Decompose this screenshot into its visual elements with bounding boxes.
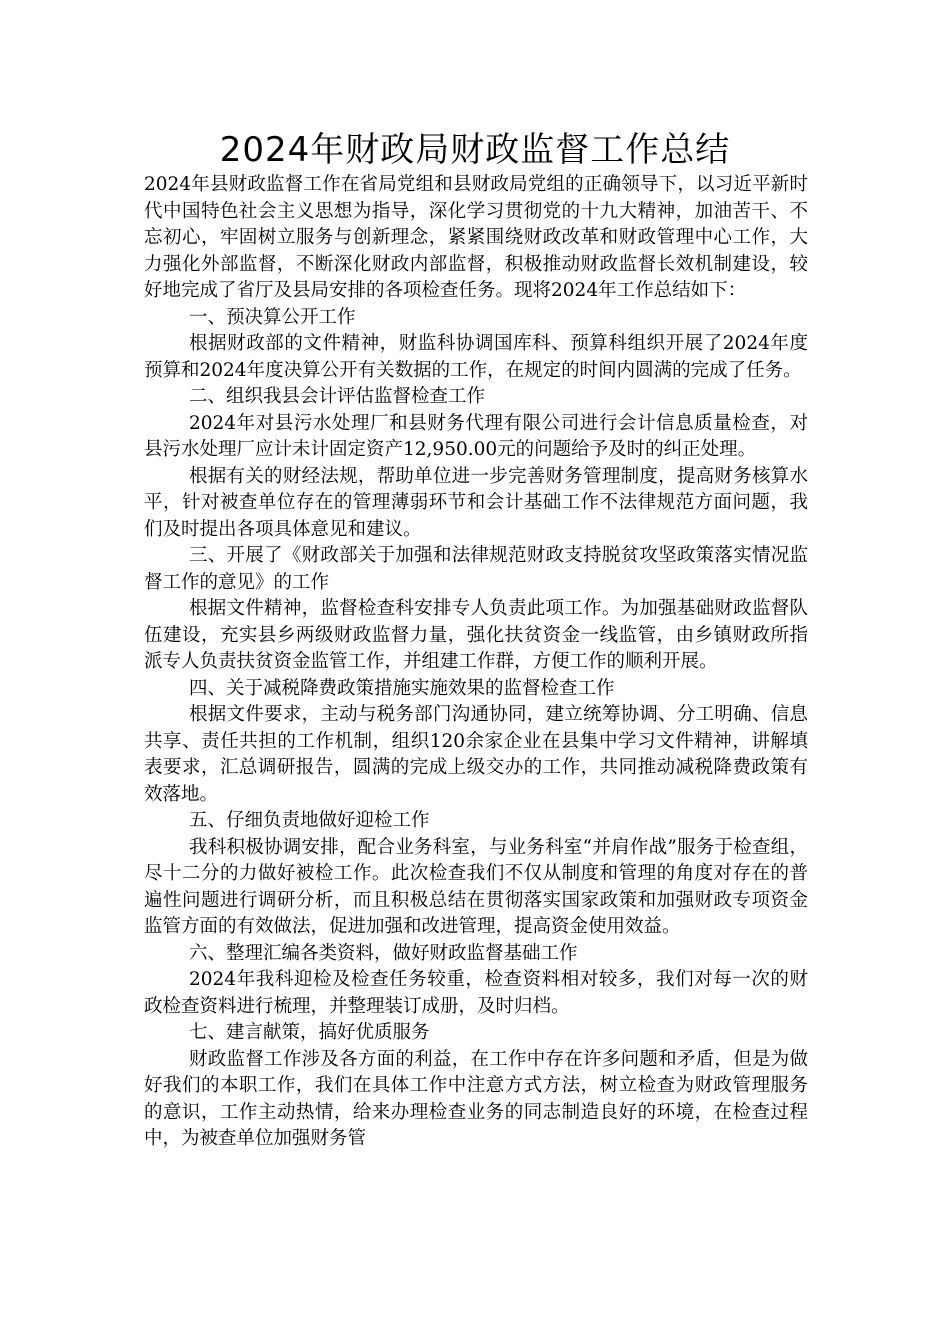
section-heading-1: 一、预决算公开工作 xyxy=(189,306,356,328)
section-heading-2: 二、组织我县会计评估监督检查工作 xyxy=(189,386,486,407)
paragraph: 根据文件要求，主动与税务部门沟通协同，建立统筹协调、分工明确、信息共享、责任共担的工作机制，组织120余家企业在县集中学习文件精神，讲解填表要求，汇总调研报告，圆满的完成上级交办的工作，共同推动减税降费政策有效落地。 xyxy=(144,704,808,805)
section-heading-4: 四、关于减税降费政策措施实施效果的监督检查工作 xyxy=(189,677,615,699)
section-heading-5: 五、仔细负责地做好迎检工作 xyxy=(189,810,430,831)
paragraph: 根据财政部的文件精神，财监科协调国库科、预算科组织开展了2024年度预算和2024年度决算公开有关数据的工作，在规定的时间内圆满的完成了任务。 xyxy=(144,333,808,381)
paragraph: 财政监督工作涉及各方面的利益，在工作中存在许多问题和矛盾，但是为做好我们的本职工作，我们在具体工作中注意方式方法，树立检查为财政管理服务的意识，工作主动热情，给来办理检查业务的同志制造良好的环境，在检查过程中，为被查单位加强财务管 xyxy=(144,1048,808,1149)
section-heading-6: 六、整理汇编各类资料，做好财政监督基础工作 xyxy=(189,942,578,964)
paragraph-intro: 2024年县财政监督工作在省局党组和县财政局党组的正确领导下，以习近平新时代中国特色社会主义思想为指导，深化学习贯彻党的十九大精神，加油苦干、不忘初心，牢固树立服务与创新理念，紧紧围绕财政改革和财政管理中心工作，大力强化外部监督，不断深化财政内部监督，积极推动财政监督长效机制建设，较好地完成了省厅及县局安排的各项检查任务。现将2024年工作总结如下： xyxy=(144,174,808,301)
section-heading-3: 三、开展了《财政部关于加强和法律规范财政支持脱贫攻坚政策落实情况监督工作的意见》的工作 xyxy=(144,545,808,593)
document-body xyxy=(144,172,808,1153)
paragraph: 根据有关的财经法规，帮助单位进一步完善财务管理制度，提高财务核算水平，针对被查单位存在的管理薄弱环节和会计基础工作不法律规范方面问题，我们及时提出各项具体意见和建议。 xyxy=(144,465,808,540)
paragraph: 2024年对县污水处理厂和县财务代理有限公司进行会计信息质量检查，对县污水处理厂应计未计固定资产12,950.00元的问题给予及时的纠正处理。 xyxy=(144,412,808,460)
paragraph: 2024年我科迎检及检查任务较重，检查资料相对较多，我们对每一次的财政检查资料进行梳理，并整理装订成册，及时归档。 xyxy=(144,969,808,1017)
paragraph: 我科积极协调安排，配合业务科室，与业务科室“并肩作战”服务于检查组，尽十二分的力做好被检工作。此次检查我们不仅从制度和管理的角度对存在的普遍性问题进行调研分析，而且积极总结在贯彻落实国家政策和加强财政专项资金监管方面的有效做法，促进加强和改进管理，提高资金使用效益。 xyxy=(144,836,808,937)
paragraph: 根据文件精神，监督检查科安排专人负责此项工作。为加强基础财政监督队伍建设，充实县乡两级财政监督力量，强化扶贫资金一线监管，由乡镇财政所指派专人负责扶贫资金监管工作，并组建工作群，方便工作的顺利开展。 xyxy=(144,598,808,672)
document-title: 2024年财政局财政监督工作总结 xyxy=(219,130,731,170)
section-heading-7: 七、建言献策，搞好优质服务 xyxy=(189,1022,430,1043)
